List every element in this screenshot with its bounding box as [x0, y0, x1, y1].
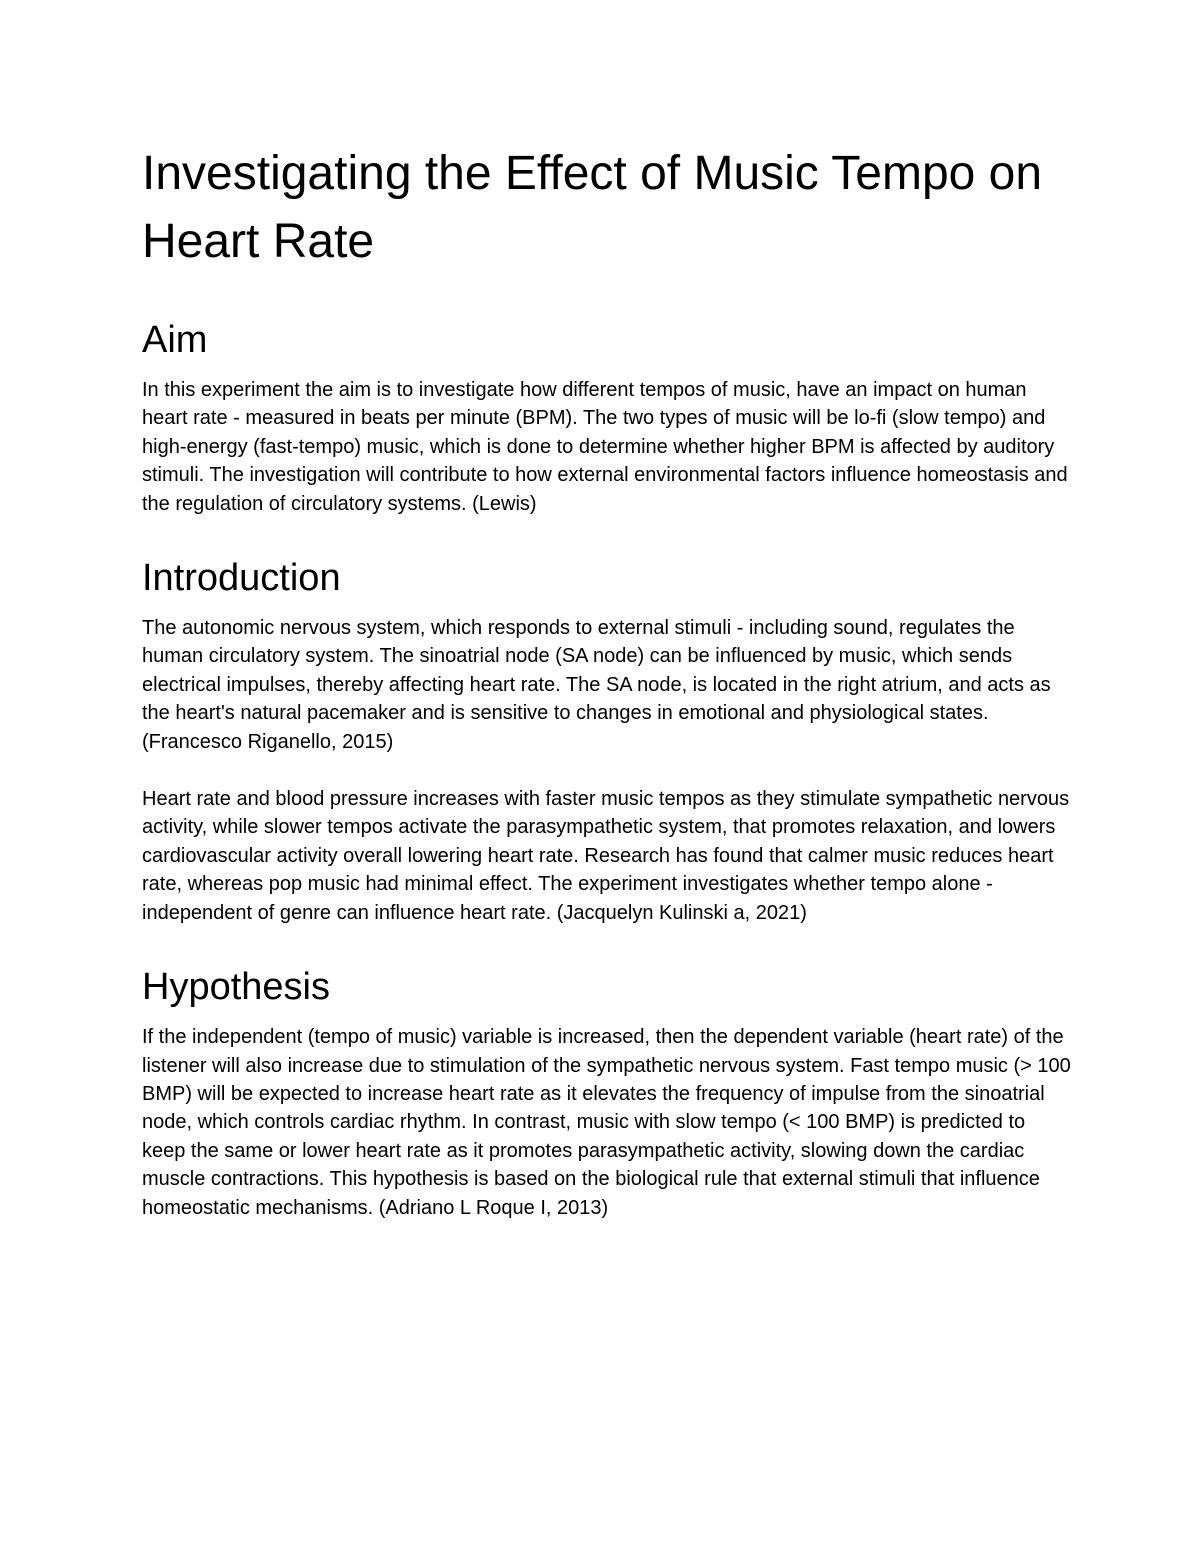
aim-heading: Aim: [142, 319, 208, 361]
introduction-heading: Introduction: [142, 557, 341, 600]
document-page: [142, 140, 1072, 1222]
document-title: Investigating the Effect of Music Tempo on Heart Rate: [142, 147, 1043, 268]
hypothesis-heading: Hypothesis: [142, 966, 330, 1009]
hypothesis-paragraph: If the independent (tempo of music) variable is increased, then the dependent variable (heart rate) of the listener will also increase due to stimulation of the sympathetic nervous system. Fast tempo music (> 100 BMP) will be expected to increase heart rate as it elevates the frequency of impulse from the sinoatrial node, which controls cardiac rhythm. In contrast, music with slow tempo (< 100 BMP) is predicted to keep the same or lower heart rate as it promotes parasympathetic activity, slowing down the cardiac muscle contractions. This hypothesis is based on the biological rule that external stimuli that influence homeostatic mechanisms. (Adriano L Roque I, 2013): [142, 1026, 1071, 1219]
aim-paragraph: In this experiment the aim is to investigate how different tempos of music, have an impact on human heart rate - measured in beats per minute (BPM). The two types of music will be lo-fi (slow tempo) and high-energy (fast-tempo) music, which is done to determine whether higher BPM is affected by auditory stimuli. The investigation will contribute to how external environmental factors influence homeostasis and the regulation of circulatory systems. (Lewis): [142, 379, 1068, 515]
introduction-paragraph-1: The autonomic nervous system, which responds to external stimuli - including sound, regulates the human circulatory system. The sinoatrial node (SA node) can be influenced by music, which sends electrical impulses, thereby affecting heart rate. The SA node, is located in the right atrium, and acts as the heart's natural pacemaker and is sensitive to changes in emotional and physiological states. (Francesco Riganello, 2015): [142, 617, 1051, 753]
introduction-paragraph-2: Heart rate and blood pressure increases with faster music tempos as they stimulate sympathetic nervous activity, while slower tempos activate the parasympathetic system, that promotes relaxation, and lowers cardiovascular activity overall lowering heart rate. Research has found that calmer music reduces heart rate, whereas pop music had minimal effect. The experiment investigates whether tempo alone - independent of genre can influence heart rate. (Jacquelyn Kulinski a, 2021): [142, 788, 1070, 924]
